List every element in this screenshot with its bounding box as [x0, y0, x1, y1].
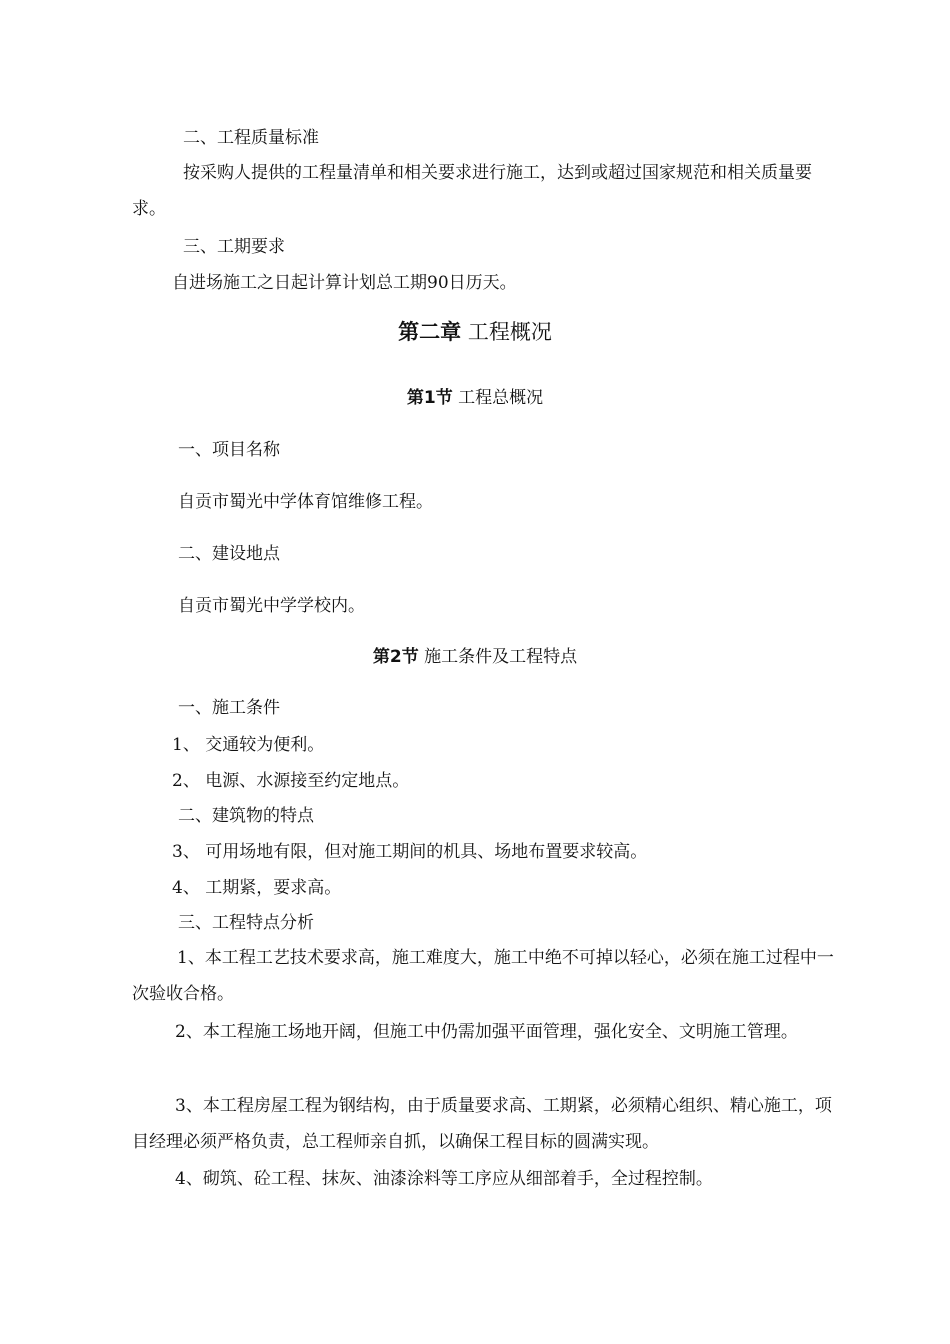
location-text: 自贡市蜀光中学学校内。: [178, 596, 365, 616]
building-heading: 二、建筑物的特点: [178, 806, 314, 826]
conditions-heading: 一、施工条件: [178, 698, 280, 718]
schedule-text: 自进场施工之日起计算计划总工期90日历天。: [172, 273, 517, 293]
list-item: 3、 可用场地有限，但对施工期间的机具、场地布置要求较高。: [172, 842, 648, 862]
list-item: 1、 交通较为便利。: [172, 735, 325, 755]
section2-number: 第2节: [372, 647, 419, 667]
list-item: 2、 电源、水源接至约定地点。: [172, 771, 410, 791]
analysis-paragraph: 2、本工程施工场地开阔，但施工中仍需加强平面管理，强化安全、文明施工管理。: [175, 1022, 798, 1042]
section2-name: 施工条件及工程特点: [424, 647, 578, 667]
section1-number: 第1节: [406, 388, 453, 408]
analysis-paragraph: 1、本工程工艺技术要求高，施工难度大，施工中绝不可掉以轻心，必须在施工过程中一次验收合格。: [132, 948, 834, 1004]
analysis-paragraph: 4、砌筑、砼工程、抹灰、油漆涂料等工序应从细部着手，全过程控制。: [175, 1169, 713, 1189]
chapter-name: 工程概况: [467, 320, 552, 344]
chapter-number: 第二章: [398, 320, 462, 344]
list-item: 4、 工期紧，要求高。: [172, 878, 342, 898]
section2-title: [0, 646, 950, 668]
quality-standard-text: 按采购人提供的工程量清单和相关要求进行施工，达到或超过国家规范和相关质量要求。: [132, 163, 812, 219]
chapter-title: [0, 318, 950, 346]
quality-standard-heading: 二、工程质量标准: [183, 128, 319, 148]
location-heading: 二、建设地点: [178, 544, 280, 564]
section1-title: [0, 387, 950, 409]
section1-name: 工程总概况: [458, 388, 544, 408]
project-name-text: 自贡市蜀光中学体育馆维修工程。: [178, 492, 433, 512]
schedule-heading: 三、工期要求: [183, 237, 285, 257]
analysis-heading: 三、工程特点分析: [178, 913, 314, 933]
project-name-heading: 一、项目名称: [178, 440, 280, 460]
analysis-paragraph: 3、本工程房屋工程为钢结构，由于质量要求高、工期紧，必须精心组织、精心施工，项目经理必须严格负责，总工程师亲自抓，以确保工程目标的圆满实现。: [132, 1096, 832, 1152]
